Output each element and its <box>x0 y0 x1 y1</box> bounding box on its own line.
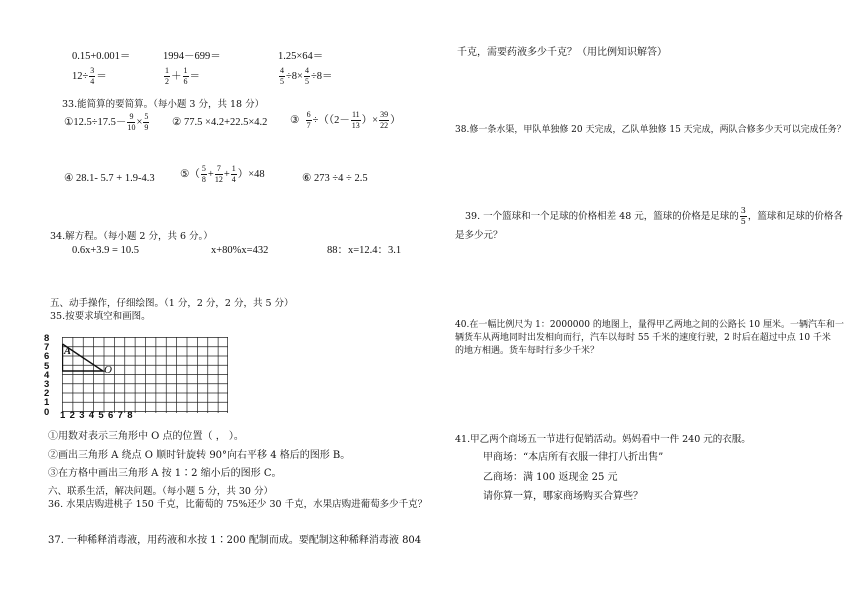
fraction: $\frac{5}{9}$ <box>144 112 149 132</box>
section-6-heading: 六、联系生活，解决问题。（每小题 5 分，共 30 分） <box>48 486 273 497</box>
fraction: $\frac{11}{13}$ <box>351 110 360 130</box>
question-37: 37. 一种稀释消毒液，用药液和水按 1∶200 配制而成。要配制这种稀释消毒液 804 <box>48 535 422 546</box>
q41-option-b: 乙商场：满 100 返现金 25 元 <box>483 472 618 483</box>
x-tick-label: 7 <box>117 410 123 421</box>
question-37-continued: 千克，需要药液多少千克？（用比例知识解答） <box>457 47 667 58</box>
y-tick-label: 7 <box>44 342 50 354</box>
equation-2: x+80%x=432 <box>211 245 269 256</box>
text: ③ <box>290 114 300 126</box>
label-o: O <box>104 364 112 376</box>
text: + <box>207 168 214 180</box>
fraction: $\frac{3}{4}$ <box>90 66 95 86</box>
y-tick-label: 8 <box>44 333 50 344</box>
text: ）× <box>361 114 379 126</box>
text: ÷8＝ <box>310 70 333 82</box>
fraction: $\frac{9}{10}$ <box>127 112 136 132</box>
text: ＋ <box>171 70 182 82</box>
x-tick-label: 3 <box>79 410 85 421</box>
fraction: $\frac{1}{2}$ <box>165 66 169 86</box>
x-tick-label: 2 <box>69 410 75 421</box>
fraction: $\frac{6}{7}$ <box>306 110 311 130</box>
y-tick-label: 6 <box>44 351 50 363</box>
q33-item-1 <box>64 113 150 132</box>
equation-1: 0.6x+3.9 = 10.5 <box>72 245 139 256</box>
text: ）×48 <box>237 168 265 180</box>
calc-6 <box>278 67 332 86</box>
y-tick-label: 0 <box>44 406 50 418</box>
q33-item-3 <box>290 111 401 130</box>
calc-4 <box>72 67 107 86</box>
text: 39. 一个篮球和一个足球的价格相差 48 元，篮球的价格是足球的 <box>465 211 739 222</box>
calc-2: 1994－699＝ <box>163 51 221 62</box>
fraction: $\frac{1}{6}$ <box>183 66 188 86</box>
text: + <box>223 168 230 180</box>
x-tick-label: 4 <box>88 410 95 421</box>
y-tick-label: 1 <box>44 397 50 409</box>
text: ÷8× <box>286 70 303 82</box>
question-39-line2: 是多少元？ <box>455 230 503 241</box>
text: ，篮球和足球的价格各 <box>747 211 843 222</box>
question-40-line1: 40.在一幅比例尺为 1：2000000 的地图上，量得甲乙两地之间的公路长 10 厘米。一辆汽车和一 <box>455 320 845 330</box>
section-5-heading: 五、动手操作，仔细绘图。（1 分，2 分，2 分，共 5 分） <box>50 298 294 309</box>
text: ＝ <box>96 70 107 82</box>
q35-part-2: ②画出三角形 A 绕点 O 顺时针旋转 90°向右平移 4 格后的图形 B。 <box>48 450 351 461</box>
calc-3: 1.25×64＝ <box>278 51 324 62</box>
text: ①12.5÷17.5－ <box>64 116 127 128</box>
y-tick-label: 2 <box>44 388 50 400</box>
x-tick-label: 1 <box>60 410 66 421</box>
calc-1: 0.15+0.001＝ <box>72 51 131 62</box>
text: ⑤（ <box>180 168 200 180</box>
x-tick-label: 8 <box>127 410 133 421</box>
q33-item-5 <box>180 165 265 184</box>
text: ÷（（2－ <box>312 114 350 126</box>
text: ＝ <box>189 70 200 82</box>
q33-item-2: ② 77.5 ×4.2+22.5×4.2 <box>172 117 268 128</box>
q41-option-a: 甲商场：“本店所有衣服一律打八折出售” <box>483 452 664 463</box>
y-tick-label: 3 <box>44 379 50 390</box>
fraction: $\frac{1}{4}$ <box>231 164 236 184</box>
question-36: 36. 水果店购进桃子 150 千克，比葡萄的 75%还少 30 千克，水果店购进葡萄多少千克？ <box>48 499 428 510</box>
question-41: 41.甲乙两个商场五一节进行促销活动。妈妈看中一件 240 元的衣服。 <box>455 434 751 445</box>
equation-3: 88：x=12.4：3.1 <box>327 245 402 256</box>
text: × <box>136 116 143 128</box>
fraction: $\frac{5}{8}$ <box>201 164 206 184</box>
question-40-line2: 辆货车从两地同时出发相向而行，汽车以每时 55 千米的速度行驶，2 时后在超过中点 10 千米 <box>455 333 831 343</box>
q33-item-6: ⑥ 273 ÷4 ÷ 2.5 <box>302 173 368 184</box>
text: ） <box>390 114 401 126</box>
y-tick-label: 5 <box>44 360 50 372</box>
text: 12÷ <box>72 70 89 82</box>
question-40-line3: 的地方相遇。货车每时行多少千米？ <box>455 346 600 356</box>
x-tick-label: 5 <box>98 410 104 421</box>
fraction: $\frac{7}{12}$ <box>214 164 223 184</box>
fraction: $\frac{39}{22}$ <box>380 110 389 130</box>
q33-item-4: ④ 28.1- 5.7 + 1.9-4.3 <box>64 173 155 184</box>
question-34-heading: 34.解方程。（每小题 2 分，共 6 分。） <box>50 231 213 242</box>
q35-part-3: ③在方格中画出三角形 A 按 1∶2 缩小后的图形 C。 <box>48 468 282 479</box>
grid-lines <box>62 337 228 413</box>
label-a: A <box>64 346 72 357</box>
y-tick-label: 4 <box>44 369 50 381</box>
q41-question: 请你算一算，哪家商场购买合算些？ <box>483 491 643 502</box>
fraction: $\frac{4}{5}$ <box>304 66 309 86</box>
question-39 <box>465 207 843 226</box>
fraction: $\frac{3}{5}$ <box>740 206 746 226</box>
question-35-heading: 35.按要求填空和画图。 <box>50 311 151 322</box>
calc-5 <box>163 67 200 86</box>
question-38: 38.修一条水渠，甲队单独修 20 天完成，乙队单独修 15 天完成，两队合修多少天可以完成任务？ <box>455 125 846 135</box>
fraction: $\frac{4}{5}$ <box>280 66 284 86</box>
coordinate-grid <box>62 337 228 413</box>
x-tick-label: 6 <box>108 410 114 421</box>
question-33-heading: 33.能简算的要简算。（每小题 3 分，共 18 分） <box>62 99 265 110</box>
q35-part-1: ①用数对表示三角形中 O 点的位置（ ， ）。 <box>48 431 244 442</box>
